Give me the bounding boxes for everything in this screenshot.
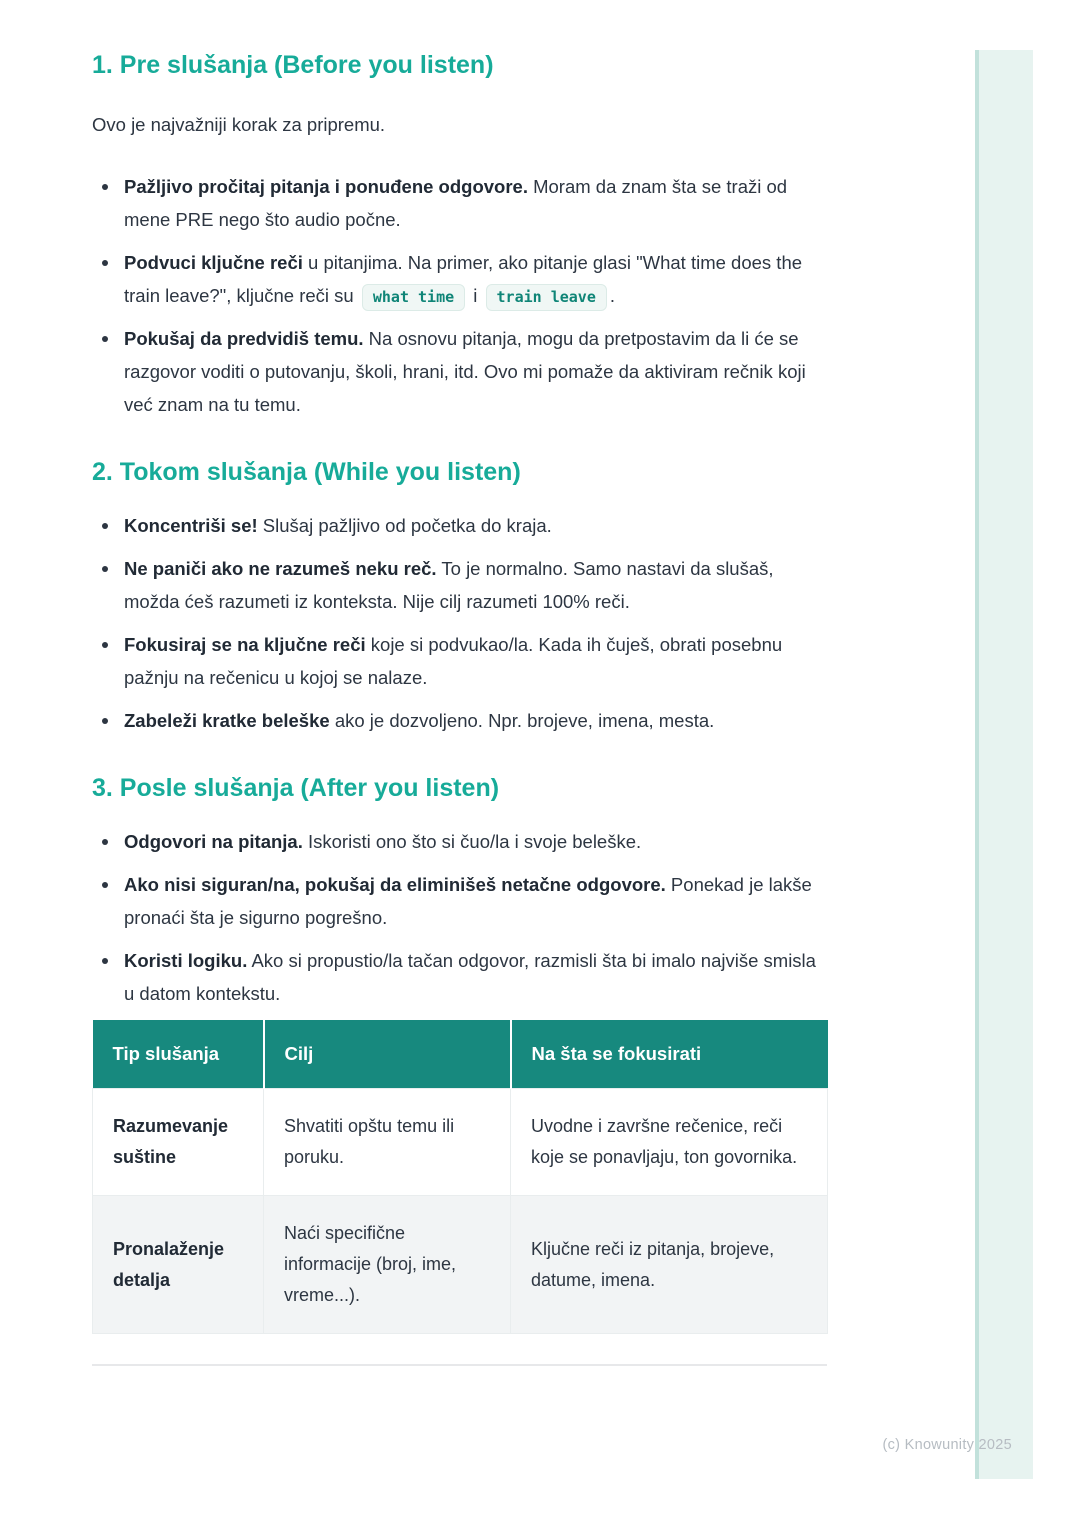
list-item xyxy=(92,322,827,421)
section-heading-1: 1. Pre slušanja (Before you listen) xyxy=(92,51,494,79)
section-1-list xyxy=(92,170,827,421)
table-row xyxy=(93,1196,828,1334)
bullet-text: Ako si propustio/la tačan odgovor, razmisli šta bi imalo najviše smisla u datom kontekstu. xyxy=(124,950,816,1004)
bullet-dot xyxy=(102,839,108,845)
bullet-lead: Pažljivo pročitaj pitanja i ponuđene odgovore. xyxy=(124,176,528,197)
list-item xyxy=(92,246,827,312)
section-3-list xyxy=(92,825,827,1010)
table-cell-goal: Shvatiti opštu temu ili poruku. xyxy=(264,1089,511,1196)
bullet-lead: Podvuci ključne reči xyxy=(124,252,303,273)
bullet-dot xyxy=(102,260,108,266)
bullet-lead: Fokusiraj se na ključne reči xyxy=(124,634,366,655)
list-item xyxy=(92,944,827,1010)
table-header-focus: Na šta se fokusirati xyxy=(511,1020,828,1089)
bullet-lead: Pokušaj da predvidiš temu. xyxy=(124,328,364,349)
bullet-text: ako je dozvoljeno. Npr. brojeve, imena, mesta. xyxy=(329,710,715,731)
bullet-dot xyxy=(102,958,108,964)
bullet-lead: Zabeleži kratke beleške xyxy=(124,710,330,731)
bullet-text: Slušaj pažljivo od početka do kraja. xyxy=(257,515,552,536)
list-item xyxy=(92,825,827,858)
bullet-lead: Ne paniči ako ne razumeš neku reč. xyxy=(124,558,437,579)
section-1-intro: Ovo je najvažniji korak za pripremu. xyxy=(92,114,386,135)
table-cell-goal: Naći specifične informacije (broj, ime, vreme...). xyxy=(264,1196,511,1334)
bullet-lead: Koristi logiku. xyxy=(124,950,248,971)
copyright-footer: (c) Knowunity 2025 xyxy=(882,1437,1012,1453)
bullet-text: Moram da znam šta se traži od mene PRE nego što audio počne. xyxy=(124,176,788,230)
bullet-text: To je normalno. Samo nastavi da slušaš, možda ćeš razumeti iz konteksta. Nije cilj razumeti 100% reči. xyxy=(124,558,774,612)
list-item xyxy=(92,552,827,618)
bullet-dot xyxy=(102,882,108,888)
table-header-type: Tip slušanja xyxy=(93,1020,264,1089)
bullet-lead: Ako nisi siguran/na, pokušaj da eliminišeš netačne odgovore. xyxy=(124,874,666,895)
table-cell-type: Razumevanje suštine xyxy=(93,1089,264,1196)
table-header-row xyxy=(93,1020,828,1089)
bullet-text: . xyxy=(609,285,616,306)
list-item xyxy=(92,628,827,694)
list-item xyxy=(92,509,827,542)
list-item xyxy=(92,170,827,236)
list-item xyxy=(92,868,827,934)
bullet-lead: Odgovori na pitanja. xyxy=(124,831,303,852)
bullet-dot xyxy=(102,718,108,724)
bullet-dot xyxy=(102,184,108,190)
bullet-dot xyxy=(102,523,108,529)
table-cell-focus: Ključne reči iz pitanja, brojeve, datume, imena. xyxy=(511,1196,828,1334)
bullet-text: koje si podvukao/la. Kada ih čuješ, obrati posebnu pažnju na rečenicu u kojoj se nalaze. xyxy=(124,634,783,688)
bullet-text: Ponekad je lakše pronaći šta je sigurno pogrešno. xyxy=(124,874,812,928)
table-cell-focus: Uvodne i završne rečenice, reči koje se ponavljaju, ton govornika. xyxy=(511,1089,828,1196)
bullet-text: Iskoristi ono što si čuo/la i svoje beleške. xyxy=(302,831,642,852)
bullet-text: u pitanjima. Na primer, ako pitanje glasi "What time does the train leave?", ključne reči su xyxy=(124,252,803,306)
bullet-lead: Koncentriši se! xyxy=(124,515,258,536)
inline-code-badge: what time xyxy=(362,284,465,311)
bullet-dot xyxy=(102,566,108,572)
list-item xyxy=(92,704,827,737)
bullet-text: i xyxy=(468,285,483,306)
bullet-text: Na osnovu pitanja, mogu da pretpostavim da li će se razgovor voditi o putovanju, školi, hrani, itd. Ovo mi pomaže da aktiviram rečnik koji već znam na tu temu. xyxy=(124,328,806,415)
table-header-goal: Cilj xyxy=(264,1020,511,1089)
document-body xyxy=(92,0,827,1366)
table-cell-type: Pronalaženje detalja xyxy=(93,1196,264,1334)
horizontal-divider xyxy=(92,1364,827,1366)
section-heading-3: 3. Posle slušanja (After you listen) xyxy=(92,774,500,802)
page-accent-bar xyxy=(975,50,1033,1479)
inline-code-badge: train leave xyxy=(486,284,607,311)
bullet-dot xyxy=(102,642,108,648)
listening-strategy-table xyxy=(92,1020,828,1334)
section-2-list xyxy=(92,509,827,737)
section-heading-2: 2. Tokom slušanja (While you listen) xyxy=(92,458,521,486)
table-row xyxy=(93,1089,828,1196)
bullet-dot xyxy=(102,336,108,342)
